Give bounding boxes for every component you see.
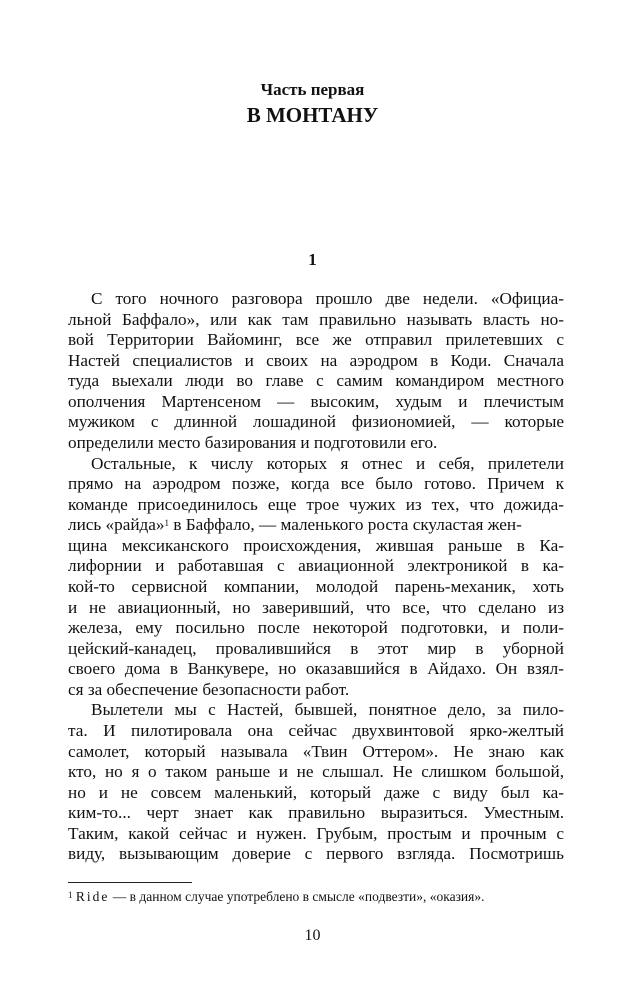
text-line: кто, но я о таком раньше и не слышал. Не слишком большой, bbox=[68, 762, 564, 781]
text-line: Таким, какой сейчас и нужен. Грубым, простым и прочным с bbox=[68, 824, 564, 843]
text-line: самолет, который называла «Твин Оттером». Не знаю как bbox=[68, 742, 564, 761]
text-fragment: в Баффало, — маленького роста скуластая жен- bbox=[169, 515, 522, 534]
footnote-term: Ride bbox=[75, 889, 110, 904]
text-line: ким-то... черт знает как правильно выразиться. Уместным. bbox=[68, 803, 564, 822]
text-line: кой-то сервисной компании, молодой парень-механик, хоть bbox=[68, 577, 564, 596]
footnote-text: — в данном случае употреблено в смысле «подвезти», «оказия». bbox=[109, 889, 485, 904]
text-line: своего дома в Ванкувере, но оказавшийся в Айдахо. Он взял- bbox=[68, 659, 564, 678]
text-line: и не авиационный, но заверивший, что все, что сделано из bbox=[68, 598, 564, 617]
text-line: туда выехали люди во главе с самим командиром местного bbox=[68, 371, 564, 390]
text-line: С того ночного разговора прошло две недели. «Официа- bbox=[91, 289, 564, 308]
text-line: мужиком с длинной лошадиной физиономией, — которые bbox=[68, 412, 564, 431]
footnote-reference[interactable]: 1 bbox=[164, 518, 170, 528]
text-line: железа, ему посильно после некоторой подготовки, и поли- bbox=[68, 618, 564, 637]
text-line: команде присоединилось еще трое чужих из тех, что дожида- bbox=[68, 495, 564, 514]
text-fragment: лись «райда» bbox=[68, 515, 165, 534]
text-line: определили место базирования и подготовили его. bbox=[68, 433, 438, 452]
text-line: щина мексиканского происхождения, жившая раньше в Ка- bbox=[68, 536, 564, 555]
text-line: виду, вызывающим доверие с первого взгляда. Посмотришь bbox=[68, 844, 564, 863]
text-line: вой Территории Вайоминг, все же отправил прилетевших с bbox=[68, 330, 564, 349]
page-number: 10 bbox=[304, 927, 321, 944]
text-line: прямо на аэродром позже, когда все было готово. Причем к bbox=[68, 474, 564, 493]
text-line: лифорнии и работавшая с авиационной электроникой в ка- bbox=[68, 556, 564, 575]
footnote-marker: 1 bbox=[68, 890, 73, 900]
text-line: Вылетели мы с Настей, бывшей, понятное дело, за пило- bbox=[91, 700, 564, 719]
part-label: Часть первая bbox=[260, 80, 365, 99]
text-line: та. И пилотировала она сейчас двухвинтовой ярко-желтый bbox=[68, 721, 564, 740]
footnote-divider bbox=[68, 882, 192, 883]
chapter-number: 1 bbox=[308, 250, 317, 269]
part-title: В МОНТАНУ bbox=[246, 103, 379, 127]
text-line: ополчения Мартенсеном — высоким, худым и плечистым bbox=[68, 392, 564, 411]
text-line: ся за обеспечение безопасности работ. bbox=[68, 680, 350, 699]
text-line: льной Баффало», или как там правильно называть власть но- bbox=[68, 310, 564, 329]
text-line: Остальные, к числу которых я отнес и себя, прилетели bbox=[91, 454, 564, 473]
text-line: цейский-канадец, провалившийся в этот мир в уборной bbox=[68, 639, 564, 658]
footnote bbox=[68, 888, 564, 906]
text-line: но и не совсем маленький, который даже с виду был ка- bbox=[68, 783, 564, 802]
text-line: Настей специалистов и своих на аэродром в Коди. Сначала bbox=[68, 351, 564, 370]
